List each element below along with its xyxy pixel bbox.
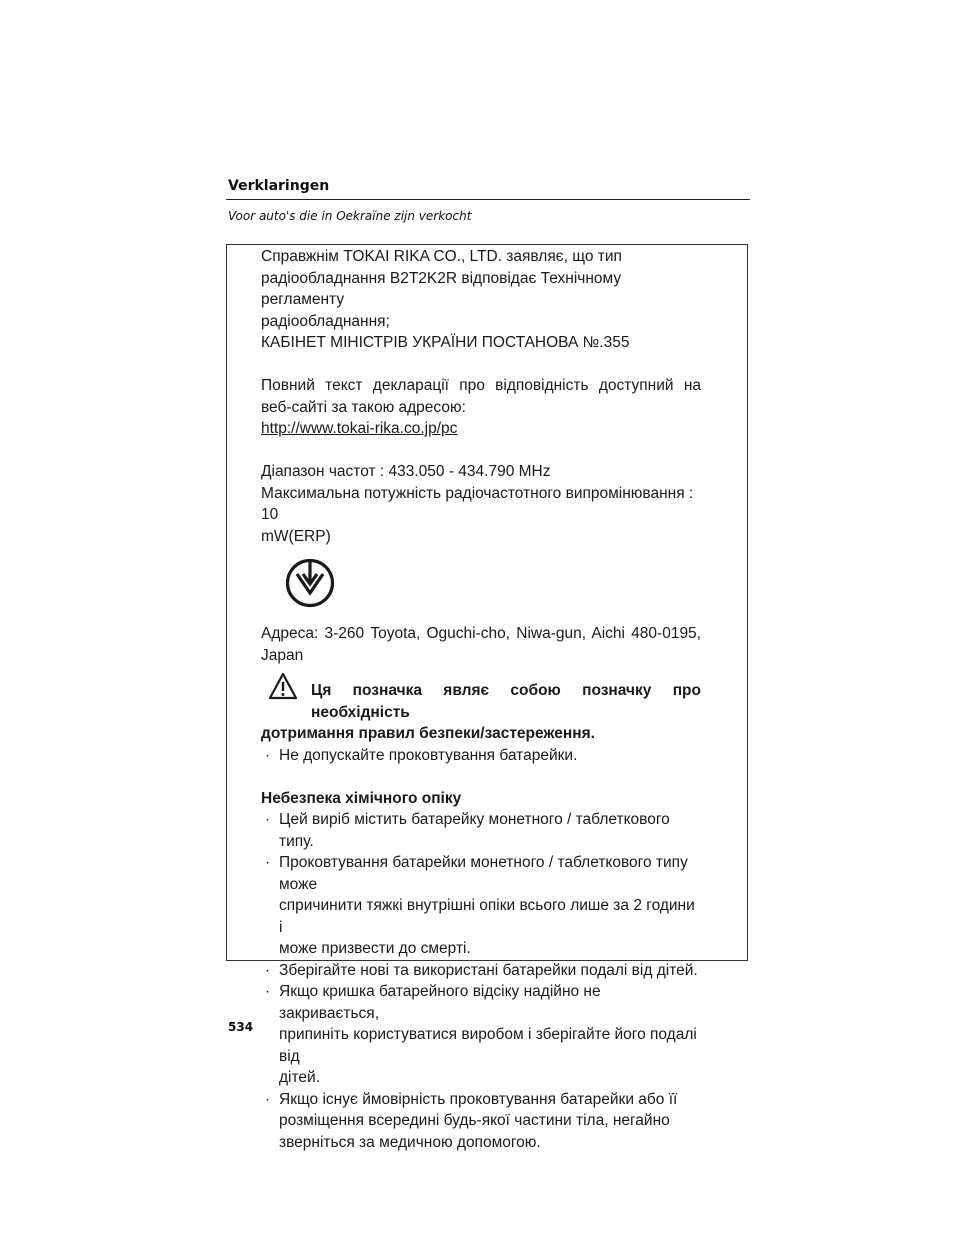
address-cont: Japan bbox=[261, 646, 304, 664]
hazard-bullet-line: припиніть користуватися виробом і зберігайте його подалі від bbox=[279, 1026, 697, 1065]
spacer bbox=[261, 354, 701, 376]
bullet-marker: · bbox=[265, 746, 271, 764]
spacer bbox=[261, 440, 701, 462]
bullet-marker: · bbox=[265, 961, 271, 979]
spacer bbox=[261, 666, 701, 680]
hazard-bullet bbox=[261, 960, 701, 982]
hazard-bullet-line: Зберігайте нові та використані батарейки подалі від дітей. bbox=[279, 961, 698, 979]
declaration-content bbox=[261, 246, 701, 1153]
spacer bbox=[261, 766, 701, 788]
regulation-reference: КАБІНЕТ МІНІСТРІВ УКРАЇНИ ПОСТАНОВА №.355 bbox=[261, 334, 630, 351]
max-power-cont: mW(ERP) bbox=[261, 527, 331, 545]
hazard-bullet-cont bbox=[261, 895, 701, 938]
warning-heading-text: Ця позначка являє собою позначку про необхідність bbox=[311, 682, 701, 721]
hazard-bullet-line: може призвести до смерті. bbox=[279, 940, 471, 957]
warning-triangle-icon bbox=[268, 672, 298, 700]
bullet-marker: · bbox=[265, 983, 271, 1000]
hazard-heading: Небезпека хімічного опіку bbox=[261, 789, 462, 807]
hazard-bullet-cont bbox=[261, 1024, 701, 1067]
hazard-bullet-line: спричинити тяжкі внутрішні опіки всього лише за 2 години і bbox=[279, 897, 695, 936]
hazard-bullet-cont bbox=[261, 1132, 701, 1154]
hazard-bullet-line: дітей. bbox=[279, 1069, 320, 1086]
section-title: Verklaringen bbox=[228, 178, 330, 194]
declaration-line: радіообладнання B2T2K2R відповідає Технічному регламенту bbox=[261, 269, 622, 308]
fulltext-notice: Повний текст декларації про відповідність доступний на bbox=[261, 377, 701, 394]
hazard-bullet-cont bbox=[261, 1067, 701, 1089]
warning-heading-cont: дотримання правил безпеки/застереження. bbox=[261, 725, 595, 742]
bullet-marker: · bbox=[265, 854, 271, 871]
section-subtitle: Voor auto's die in Oekraïne zijn verkocht bbox=[228, 209, 472, 223]
hazard-bullet bbox=[261, 981, 701, 1024]
page-number: 534 bbox=[228, 1020, 254, 1034]
address: Адреса: 3-260 Toyota, Oguchi-cho, Niwa-gun, Aichi 480-0195, bbox=[261, 625, 701, 642]
hazard-bullet-line: Якщо існує ймовірність проковтування батарейки або її bbox=[279, 1090, 678, 1108]
frequency-range: Діапазон частот : 433.050 - 434.790 MHz bbox=[261, 463, 551, 480]
hazard-bullet-line: Проковтування батарейки монетного / таблеткового типу може bbox=[279, 854, 688, 893]
declaration-line: радіообладнання; bbox=[261, 312, 390, 330]
declaration-line: Справжнім TOKAI RIKA CO., LTD. заявляє, що тип bbox=[261, 248, 622, 265]
bullet-marker: · bbox=[265, 1090, 271, 1108]
section-divider bbox=[226, 199, 750, 200]
warning-heading bbox=[261, 680, 701, 723]
max-power: Максимальна потужність радіочастотного випромінювання : 10 bbox=[261, 484, 694, 523]
hazard-bullet-line: розміщення всередині будь-якої частини тіла, негайно bbox=[279, 1112, 670, 1129]
hazard-bullet-line: Якщо кришка батарейного відсіку надійно не закривається, bbox=[279, 983, 601, 1022]
bullet-marker: · bbox=[265, 811, 271, 828]
warning-bullet-text: Не допускайте проковтування батарейки. bbox=[279, 746, 578, 764]
hazard-bullet bbox=[261, 852, 701, 895]
hazard-bullet bbox=[261, 809, 701, 852]
ukrainian-conformity-mark-icon bbox=[284, 557, 336, 609]
hazard-bullet bbox=[261, 1089, 701, 1111]
hazard-bullet-cont bbox=[261, 1110, 701, 1132]
warning-bullet bbox=[261, 745, 701, 767]
fulltext-notice-cont: веб-сайті за такою адресою: bbox=[261, 398, 466, 416]
hazard-bullet-cont bbox=[261, 938, 701, 960]
declaration-url-link[interactable]: http://www.tokai-rika.co.jp/pc bbox=[261, 420, 458, 437]
conformity-mark-row bbox=[261, 547, 701, 623]
hazard-bullet-line: Цей виріб містить батарейку монетного / таблеткового типу. bbox=[279, 811, 670, 850]
hazard-bullet-line: зверніться за медичною допомогою. bbox=[279, 1133, 541, 1151]
